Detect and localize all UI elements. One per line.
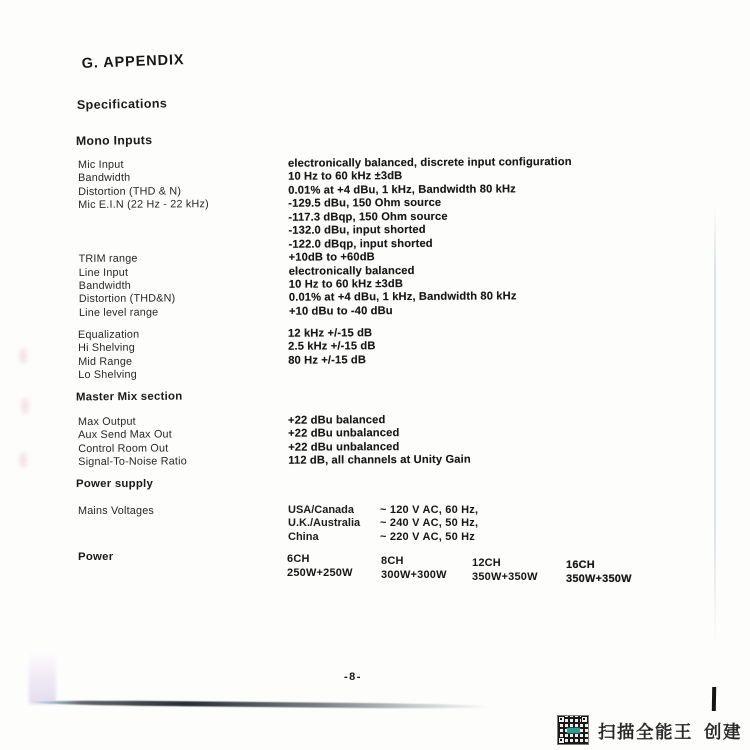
power-column bbox=[566, 559, 632, 586]
scan-edge-smudge bbox=[29, 652, 56, 704]
watermark-app-name: 扫描全能王 bbox=[598, 722, 693, 742]
master-mix-spec-table bbox=[78, 414, 471, 470]
spec-label: Aux Send Max Out bbox=[78, 428, 172, 442]
power-label: Power bbox=[78, 551, 114, 563]
spec-label: Mic E.I.N (22 Hz - 22 kHz) bbox=[78, 198, 209, 212]
scan-smudge bbox=[19, 452, 27, 468]
spec-value: +10 dBu to -40 dBu bbox=[288, 304, 393, 318]
spec-value: 12 kHz +/-15 dB bbox=[287, 327, 373, 340]
power-ratings-table bbox=[287, 553, 632, 585]
mains-region: China bbox=[288, 530, 319, 543]
spec-label bbox=[78, 211, 288, 212]
scan-smudge bbox=[21, 398, 29, 414]
camscanner-watermark bbox=[598, 719, 742, 744]
spec-value: electronically balanced, discrete input configuration bbox=[287, 155, 572, 170]
power-watts: 300W+300W bbox=[381, 568, 447, 581]
mains-value: ~ 220 V AC, 50 Hz bbox=[380, 530, 476, 543]
master-mix-section-title: Master Mix section bbox=[75, 390, 183, 404]
scan-smudge bbox=[19, 348, 27, 364]
spec-value: +22 dBu balanced bbox=[287, 414, 386, 427]
spec-row bbox=[79, 304, 573, 320]
mono-inputs-spec-table bbox=[78, 156, 573, 320]
spec-value: 2.5 kHz +/-15 dB bbox=[288, 340, 376, 354]
spec-label: TRIM range bbox=[78, 252, 138, 266]
mains-value: ~ 240 V AC, 50 Hz, bbox=[380, 517, 479, 530]
mains-row bbox=[288, 517, 478, 530]
power-watts: 250W+250W bbox=[287, 566, 353, 579]
power-column bbox=[381, 555, 472, 582]
spec-label: Signal-To-Noise Ratio bbox=[78, 455, 187, 469]
spec-label: Equalization bbox=[78, 328, 140, 341]
spec-label: Line level range bbox=[78, 306, 159, 319]
qr-finder-icon bbox=[558, 716, 565, 723]
qr-finder-icon bbox=[558, 737, 565, 744]
mains-row bbox=[288, 504, 478, 517]
appendix-heading: G. APPENDIX bbox=[81, 52, 185, 72]
spec-label: Lo Shelving bbox=[78, 368, 137, 382]
scan-edge-tick bbox=[712, 687, 716, 711]
spec-label: Mid Range bbox=[78, 355, 133, 368]
spec-value: 80 Hz +/-15 dB bbox=[288, 354, 367, 367]
spec-value: -129.5 dBu, 150 Ohm source bbox=[288, 197, 442, 211]
spec-label: Bandwidth bbox=[78, 279, 132, 292]
spec-label: Max Output bbox=[78, 415, 136, 428]
spec-label: Bandwidth bbox=[78, 172, 131, 185]
spec-value: -117.3 dBqp, 150 Ohm source bbox=[288, 210, 448, 224]
spec-label: Distortion (THD&N) bbox=[78, 292, 176, 306]
spec-value: -122.0 dBqp, input shorted bbox=[288, 237, 433, 251]
mains-voltages-label: Mains Voltages bbox=[78, 505, 155, 517]
power-column bbox=[287, 553, 381, 580]
mains-value: ~ 120 V AC, 60 Hz, bbox=[380, 504, 479, 516]
spec-label bbox=[78, 225, 288, 226]
power-watts: 350W+350W bbox=[566, 572, 632, 585]
power-column bbox=[472, 557, 566, 584]
power-watts: 350W+350W bbox=[472, 570, 538, 583]
equalization-spec-table bbox=[78, 327, 376, 383]
power-channels: 8CH bbox=[381, 555, 404, 567]
spec-label: Line Input bbox=[78, 266, 129, 279]
spec-row bbox=[78, 454, 471, 470]
spec-value: electronically balanced bbox=[288, 264, 415, 278]
watermark-action: 创建 bbox=[704, 722, 742, 742]
spec-label: Hi Shelving bbox=[78, 342, 135, 355]
spec-label bbox=[78, 238, 288, 239]
page-number: -8- bbox=[344, 671, 362, 683]
spec-value: +22 dBu unbalanced bbox=[288, 427, 400, 441]
spec-value: 0.01% at +4 dBu, 1 kHz, Bandwidth 80 kHz bbox=[288, 183, 516, 197]
spec-label: Distortion (THD & N) bbox=[78, 185, 182, 198]
mains-row bbox=[288, 531, 478, 544]
scan-bottom-shadow bbox=[30, 700, 492, 709]
specifications-subheading: Specifications bbox=[76, 96, 168, 112]
spec-label: Control Room Out bbox=[78, 442, 169, 455]
qr-teal-mark bbox=[567, 728, 580, 733]
mains-region: U.K./Australia bbox=[288, 517, 361, 530]
spec-value: 10 Hz to 60 kHz ±3dB bbox=[288, 277, 404, 291]
spec-value: 0.01% at +4 dBu, 1 kHz, Bandwidth 80 kHz bbox=[288, 290, 517, 305]
power-channels: 6CH bbox=[287, 553, 310, 565]
qr-finder-icon bbox=[581, 716, 588, 723]
spec-label: Mic Input bbox=[78, 158, 124, 171]
spec-value: +22 dBu unbalanced bbox=[288, 440, 400, 454]
scan-edge-line bbox=[714, 205, 716, 645]
spec-value: 10 Hz to 60 kHz ±3dB bbox=[288, 170, 403, 184]
power-supply-section-title: Power supply bbox=[76, 478, 154, 490]
spec-value: 112 dB, all channels at Unity Gain bbox=[288, 453, 471, 468]
qr-code-icon bbox=[558, 716, 588, 744]
power-channels: 16CH bbox=[566, 559, 595, 571]
mains-region: USA/Canada bbox=[288, 504, 355, 516]
mono-inputs-section-title: Mono Inputs bbox=[75, 133, 153, 148]
spec-value: +10dB to +60dB bbox=[288, 251, 375, 264]
power-channels: 12CH bbox=[472, 557, 501, 569]
spec-row bbox=[78, 367, 375, 382]
spec-value: -132.0 dBu, input shorted bbox=[288, 224, 426, 237]
mains-voltages-table bbox=[288, 504, 478, 544]
